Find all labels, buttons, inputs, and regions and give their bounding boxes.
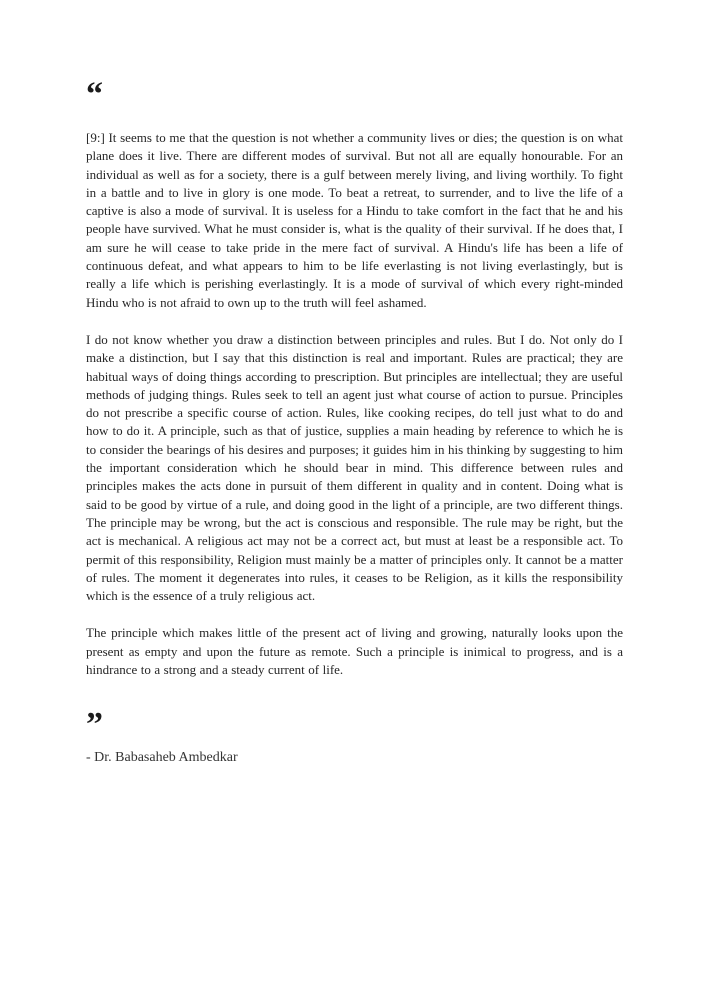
open-quote-mark: “ [86,76,102,113]
quote-paragraph-1: [9:] It seems to me that the question is not whether a community lives or dies; the question is on what plane does it live. There are different modes of survival. But not all are equally honourable. For an individual as well as for a society, there is a gulf between merely living, and living worthily. To fight in a battle and to live in glory is one mode. To beat a retreat, to surrender, and to live the life of a captive is also a mode of survival. It is useless for a Hindu to take comfort in the fact that he and his people have survived. What he must consider is, what is the quality of their survival. If he does that, I am sure he will cease to take pride in the mere fact of survival. A Hindu's life has been a life of continuous defeat, and what appears to him to be life everlasting is not living everlastingly, but is really a life which is perishing everlastingly. It is a mode of survival of which every right-minded Hindu who is not afraid to own up to the truth will feel ashamed. [86,130,623,310]
attribution: - Dr. Babasaheb Ambedkar [86,750,238,766]
close-quote-mark: ” [86,706,102,744]
quote-paragraph-2: I do not know whether you draw a distinction between principles and rules. But I do. Not only do I make a distinction, but I say that this distinction is real and important. Rules are practical; they are habitual ways of doing things according to prescription. But principles are intellectual; they are useful methods of judging things. Rules seek to tell an agent just what course of action to pursue. Principles do not prescribe a specific course of action. Rules, like cooking recipes, do tell just what to do and how to do it. A principle, such as that of justice, supplies a main heading by reference to which he is to consider the bearings of his desires and purposes; it guides him in his thinking by suggesting to him the important consideration which he should bear in mind. This difference between rules and principles makes the acts done in pursuit of them different in quality and in content. Doing what is said to be good by virtue of a rule, and doing good in the light of a principle, are two different things. The principle may be wrong, but the act is conscious and responsible. The rule may be right, but the act is mechanical. A religious act may not be a correct act, but must at least be a responsible act. To permit of this responsibility, Religion must mainly be a matter of principles only. It cannot be a matter of rules. The moment it degenerates into rules, it ceases to be Religion, as it kills the responsibility which is the essence of a truly religious act. [86,331,623,604]
quote-paragraph-3: The principle which makes little of the present act of living and growing, naturally looks upon the present as empty and upon the future as remote. Such a principle is inimical to progress, and is a hindrance to a strong and a steady current of life. [86,625,623,678]
